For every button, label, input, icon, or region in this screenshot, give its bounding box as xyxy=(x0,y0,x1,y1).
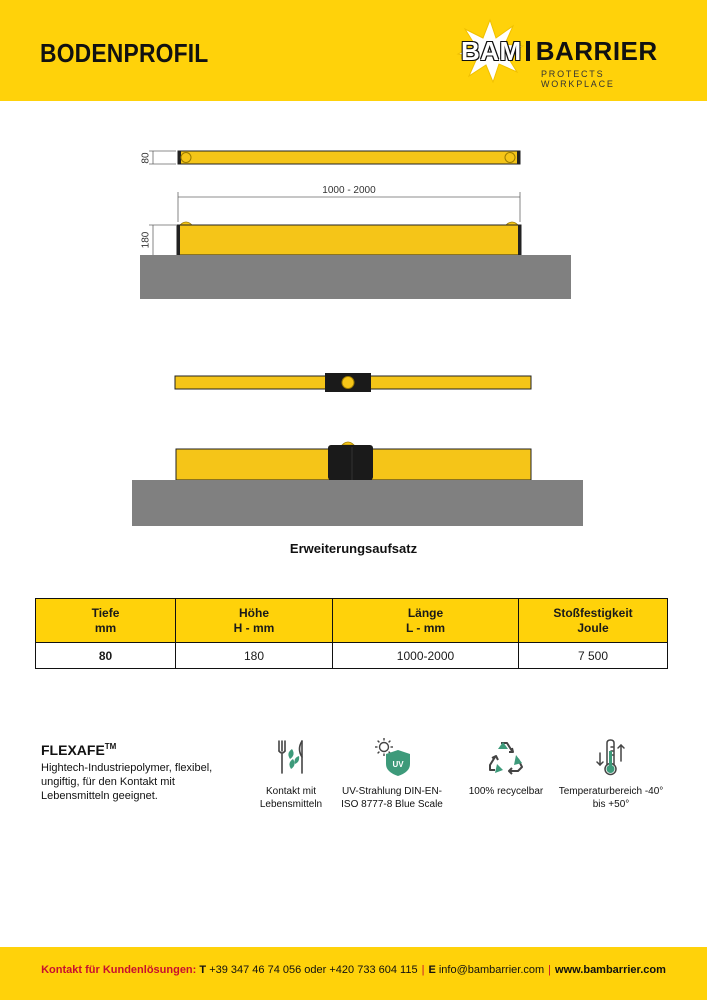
logo-brand-right: BARRIER xyxy=(535,36,658,66)
thermometer-icon xyxy=(591,737,631,777)
header-length: Länge L - mm xyxy=(333,599,519,643)
extension-side-view xyxy=(176,442,531,480)
cell-height: 180 xyxy=(176,643,333,669)
feature-temperature xyxy=(556,737,666,811)
trademark: TM xyxy=(104,742,117,751)
logo-wordmark xyxy=(461,36,658,67)
depth-dimension xyxy=(149,151,176,164)
header-depth: Tiefe mm xyxy=(36,599,176,643)
feature-recycle xyxy=(451,737,561,798)
contact-label: Kontakt für Kundenlösungen: xyxy=(41,964,197,976)
recycle-icon xyxy=(486,737,526,777)
feature-label: Kontakt mit Lebensmitteln xyxy=(259,786,323,810)
cell-length: 1000-2000 xyxy=(333,643,519,669)
top-view-profile xyxy=(178,151,520,164)
table-row xyxy=(36,643,668,669)
material-name: FLEXAFE™ xyxy=(41,742,117,758)
email-link[interactable]: info@bambarrier.com xyxy=(438,964,545,976)
website-link[interactable]: www.bambarrier.com xyxy=(555,964,666,976)
header-height: Höhe H - mm xyxy=(176,599,333,643)
uv-shield-icon xyxy=(372,737,412,777)
feature-label: UV-Strahlung DIN-EN-ISO 8777-8 Blue Scale xyxy=(341,786,443,810)
footer-bar xyxy=(0,947,707,1000)
footer-divider: | xyxy=(421,964,425,976)
food-contact-icon xyxy=(271,737,311,777)
length-dimension xyxy=(178,192,520,222)
logo-brand-left: BAM xyxy=(461,36,522,66)
side-view-profile xyxy=(177,222,521,255)
feature-uv xyxy=(337,737,447,811)
floor-slab xyxy=(140,255,571,299)
cell-depth: 80 xyxy=(36,643,176,669)
feature-label: Temperaturbereich -40° bis +50° xyxy=(558,786,664,810)
brand-logo[interactable] xyxy=(455,18,675,89)
extension-top-view xyxy=(175,373,531,392)
email-prefix: E xyxy=(428,964,436,976)
feature-label: 100% recycelbar xyxy=(468,786,544,797)
logo-divider xyxy=(526,41,530,61)
feature-food-contact xyxy=(236,737,346,811)
footer-divider: | xyxy=(548,964,552,976)
spec-table-header-row xyxy=(36,599,668,643)
phone-prefix: T xyxy=(199,964,207,976)
page-title: BODENPROFIL xyxy=(40,38,209,68)
height-dimension xyxy=(149,225,176,255)
material-description: Hightech-Industriepolymer, flexibel, ungiftig, für den Kontakt mit Lebensmitteln geeignet. xyxy=(41,762,213,802)
depth-dimension-label: 80 xyxy=(140,152,152,164)
footer-contact-line xyxy=(0,964,707,976)
spec-table xyxy=(35,598,668,669)
logo-tagline: PROTECTS WORKPLACE xyxy=(541,69,615,89)
material-info xyxy=(41,742,241,803)
height-dimension-label: 180 xyxy=(140,231,152,249)
uv-badge-text: UV xyxy=(392,760,404,769)
floor-slab-extension xyxy=(132,480,583,526)
cell-impact: 7 500 xyxy=(519,643,668,669)
drawing-caption: Erweiterungsaufsatz xyxy=(289,541,418,556)
product-drawing xyxy=(0,110,707,535)
header-bar xyxy=(0,0,707,101)
length-dimension-label: 1000 - 2000 xyxy=(322,185,376,196)
phone-link[interactable]: +39 347 46 74 056 oder +420 733 604 115 xyxy=(209,964,418,976)
header-impact: Stoßfestigkeit Joule xyxy=(519,599,668,643)
